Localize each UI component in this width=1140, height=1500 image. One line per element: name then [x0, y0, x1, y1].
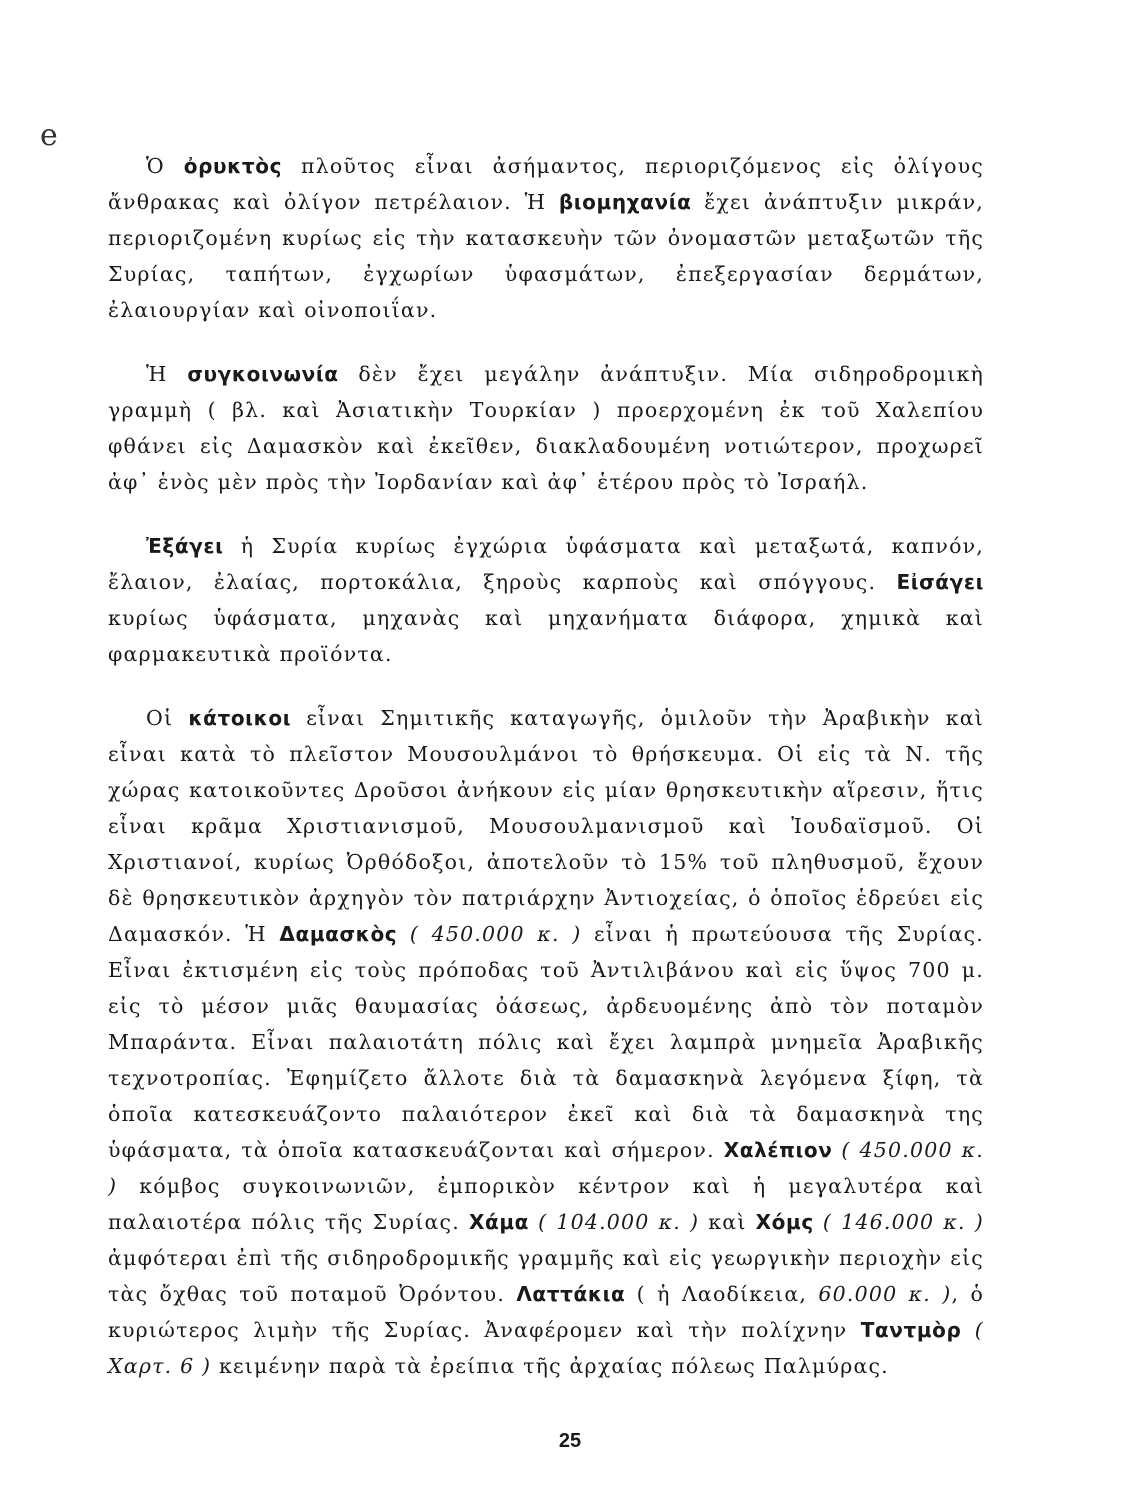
- italic-figure: 60.000 κ. ): [818, 1282, 952, 1306]
- text-run: κόμβος συγκοινωνιῶν, ἐμπορικὸν κέντρον καὶ ἡ μεγαλυτέρα καὶ παλαιοτέρα πόλις τῆς Συρίας.: [108, 1174, 984, 1234]
- text-run: Οἱ: [146, 706, 189, 730]
- bold-term: Ἐξάγει: [146, 534, 224, 558]
- italic-figure: ( 146.000 κ. ): [813, 1210, 984, 1234]
- bold-term: ὀρυκτὸς: [183, 154, 283, 178]
- bold-term: Δαμασκὸς: [279, 922, 398, 946]
- text-run: κειμένην παρὰ τὰ ἐρείπια τῆς ἀρχαίας πόλεως Παλμύρας.: [211, 1354, 889, 1378]
- paragraph-inhabitants: [108, 700, 984, 1384]
- page-number: 25: [558, 1430, 582, 1452]
- paragraph-trade: [108, 528, 984, 672]
- text-run: ἀμφότεραι ἐπὶ τῆς σιδηροδρομικῆς γραμμῆς καὶ εἰς γεωργικὴν περιοχὴν εἰς τὰς ὄχθας τοῦ ποταμοῦ Ὀρόντου.: [108, 1246, 984, 1306]
- text-run: δὲν ἔχει μεγάλην ἀνάπτυξιν. Μία σιδηροδρομικὴ γραμμὴ ( βλ. καὶ Ἀσιατικὴν Τουρκίαν ) προερχομένη ἐκ τοῦ Χαλεπίου φθάνει εἰς Δαμασκὸν καὶ ἐκεῖθεν, διακλαδουμένη νοτιώτερον, προχωρεῖ ἀφ᾽ ἑνὸς μὲν πρὸς τὴν Ἰορδανίαν καὶ ἀφ᾽ ἑτέρου πρὸς τὸ Ἰσραήλ.: [108, 362, 984, 494]
- bold-term: Χαλέπιον: [723, 1138, 833, 1162]
- page-body: [108, 148, 984, 1412]
- bold-term: κάτοικοι: [188, 706, 292, 730]
- paragraph-minerals: [108, 148, 984, 328]
- italic-figure: ( 104.000 κ. ): [529, 1210, 700, 1234]
- text-run: Ὁ: [146, 154, 184, 178]
- bold-term: βιομηχανία: [558, 190, 692, 214]
- text-run: ἡ Συρία κυρίως ἐγχώρια ὑφάσματα καὶ μεταξωτά, καπνόν, ἔλαιον, ἐλαίας, πορτοκάλια, ξηροὺς καρποὺς καὶ σπόγγους.: [108, 534, 984, 594]
- text-run: καὶ: [699, 1210, 756, 1234]
- bold-term: Εἰσάγει: [896, 570, 984, 594]
- text-run: κυρίως ὑφάσματα, μηχανὰς καὶ μηχανήματα διάφορα, χημικὰ καὶ φαρμακευτικὰ προϊόντα.: [108, 606, 984, 666]
- text-run: ( ἡ Λαοδίκεια,: [625, 1282, 819, 1306]
- margin-mark: e: [40, 118, 58, 153]
- bold-term: συγκοινωνία: [187, 362, 339, 386]
- italic-figure: ( 450.000 κ. ): [108, 1138, 984, 1198]
- bold-term: Ταντμὸρ: [860, 1318, 962, 1342]
- paragraph-communications: [108, 356, 984, 500]
- text-run: πλοῦτος εἶναι ἀσήμαντος, περιοριζόμενος εἰς ὀλίγους ἄνθρακας καὶ ὀλίγον πετρέλαιον. Ἡ: [108, 154, 984, 214]
- bold-term: Χάμα: [468, 1210, 530, 1234]
- text-run: εἶναι ἡ πρωτεύουσα τῆς Συρίας. Εἶναι ἐκτισμένη εἰς τοὺς πρόποδας τοῦ Ἀντιλιβάνου καὶ εἰς ὕψος 700 μ. εἰς τὸ μέσον μιᾶς θαυμασίας ὀάσεως, ἀρδευομένης ἀπὸ τὸν ποταμὸν Μπαράντα. Εἶναι παλαιοτάτη πόλις καὶ ἔχει λαμπρὰ μνημεῖα Ἀραβικῆς τεχνοτροπίας. Ἐφημίζετο ἄλλοτε διὰ τὰ δαμασκηνὰ λεγόμενα ξίφη, τὰ ὁποῖα κατεσκευάζοντο παλαιότερον ἐκεῖ καὶ διὰ τὰ δαμασκηνὰ της ὑφάσματα, τὰ ὁποῖα κατασκευάζονται καὶ σήμερον.: [108, 922, 985, 1162]
- text-run: ἔχει ἀνάπτυξιν μικράν, περιοριζομένη κυρίως εἰς τὴν κατασκευὴν τῶν ὀνομαστῶν μεταξωτῶν τῆς Συρίας, ταπήτων, ἐγχωρίων ὑφασμάτων, ἐπεξεργασίαν δερμάτων, ἐλαιουργίαν καὶ οἰνοποιΐαν.: [108, 190, 985, 322]
- text-run: εἶναι Σημιτικῆς καταγωγῆς, ὁμιλοῦν τὴν Ἀραβικὴν καὶ εἶναι κατὰ τὸ πλεῖστον Μουσουλμάνοι τὸ θρήσκευμα. Οἱ εἰς τὰ Ν. τῆς χώρας κατοικοῦντες Δροῦσοι ἀνήκουν εἰς μίαν θρησκευτικὴν αἵρεσιν, ἥτις εἶναι κρᾶμα Χριστιανισμοῦ, Μουσουλμανισμοῦ καὶ Ἰουδαϊσμοῦ. Οἱ Χριστιανοί, κυρίως Ὀρθόδοξοι, ἀποτελοῦν τὸ 15% τοῦ πληθυσμοῦ, ἔχουν δὲ θρησκευτικὸν ἀρχηγὸν τὸν πατριάρχην Ἀντιοχείας, ὁ ὁποῖος ἑδρεύει εἰς Δαμασκόν. Ἡ: [108, 706, 984, 946]
- text-run: , ὁ κυριώτερος λιμὴν τῆς Συρίας. Ἀναφέρομεν καὶ τὴν πολίχνην: [108, 1282, 984, 1342]
- bold-term: Χόμς: [755, 1210, 814, 1234]
- italic-figure: ( 450.000 κ. ): [397, 922, 582, 946]
- italic-figure: ( Χαρτ. 6 ): [108, 1318, 984, 1378]
- text-run: Ἡ: [146, 362, 188, 386]
- bold-term: Λαττάκια: [516, 1282, 626, 1306]
